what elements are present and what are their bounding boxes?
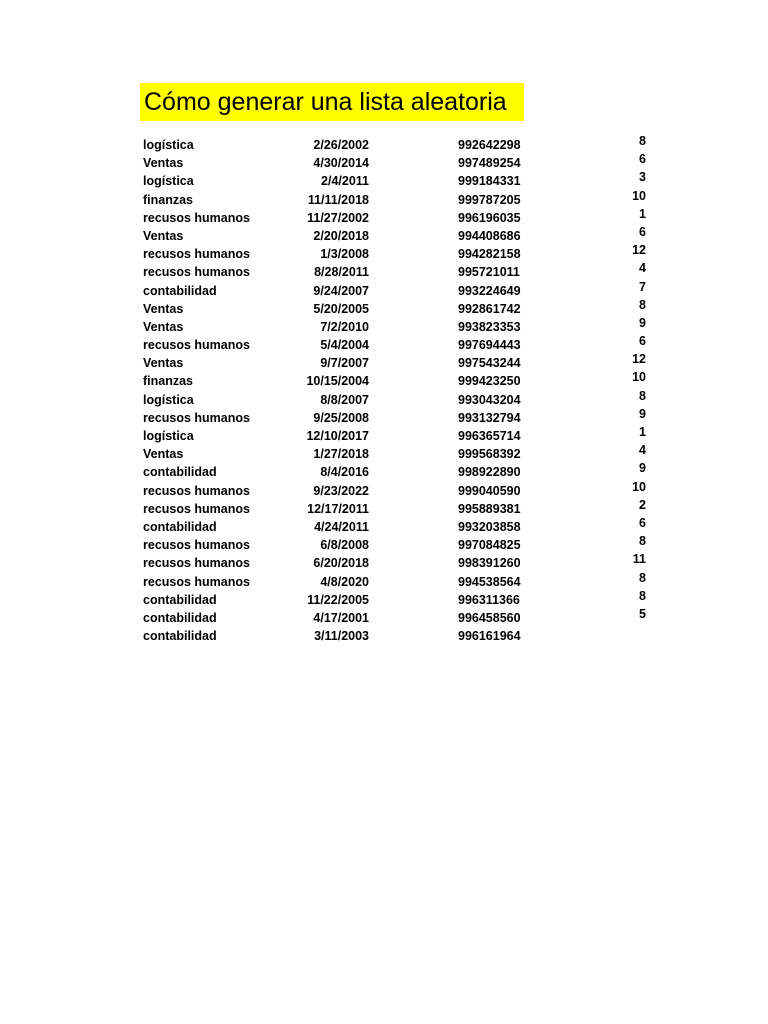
number-cell: 10	[632, 370, 646, 385]
table-row	[0, 279, 768, 300]
number-cell: 9	[639, 315, 646, 330]
phone-cell: 999787205	[458, 192, 521, 207]
phone-cell: 995889381	[458, 501, 521, 516]
department-cell: contabilidad	[143, 465, 217, 480]
date-cell: 1/3/2008	[320, 247, 369, 262]
phone-cell: 993224649	[458, 283, 521, 298]
phone-cell: 999568392	[458, 447, 521, 462]
department-cell: recusos humanos	[143, 247, 250, 262]
number-cell: 8	[639, 297, 646, 312]
date-cell: 4/8/2020	[320, 574, 369, 589]
number-cell: 8	[639, 134, 646, 148]
phone-cell: 996311366	[458, 592, 520, 607]
table-row	[0, 206, 768, 227]
number-cell: 10	[632, 479, 646, 494]
department-cell: finanzas	[143, 192, 194, 207]
number-cell: 6	[639, 224, 646, 239]
table-row	[0, 406, 768, 427]
number-cell: 10	[632, 188, 646, 203]
number-cell: 8	[639, 534, 646, 549]
department-cell: recusos humanos	[143, 410, 250, 425]
table-row	[0, 445, 768, 463]
department-cell: logística	[143, 138, 194, 152]
phone-cell: 993823353	[458, 319, 521, 334]
department-cell: recusos humanos	[143, 483, 250, 498]
phone-cell: 999423250	[458, 374, 521, 389]
table-row	[0, 388, 768, 409]
department-cell: recusos humanos	[143, 574, 250, 589]
phone-cell: 998922890	[458, 465, 521, 480]
department-cell: recusos humanos	[143, 210, 250, 225]
number-cell: 1	[639, 425, 646, 439]
number-cell: 8	[639, 570, 646, 585]
department-cell: contabilidad	[143, 519, 217, 534]
number-cell: 6	[639, 152, 646, 167]
number-cell: 6	[639, 515, 646, 530]
date-cell: 3/11/2003	[314, 629, 369, 644]
phone-cell: 999040590	[458, 483, 521, 498]
phone-cell: 999184331	[458, 174, 521, 189]
department-cell: contabilidad	[143, 610, 217, 625]
table-row	[0, 224, 768, 245]
department-cell: contabilidad	[143, 283, 217, 298]
department-cell: logística	[143, 429, 194, 443]
date-cell: 11/22/2005	[307, 592, 369, 607]
department-cell: contabilidad	[143, 592, 217, 607]
date-cell: 9/24/2007	[313, 283, 369, 298]
number-cell: 4	[639, 443, 646, 458]
date-cell: 2/26/2002	[313, 138, 369, 152]
number-cell: 9	[639, 461, 646, 476]
department-cell: recusos humanos	[143, 501, 250, 516]
table-row	[0, 172, 768, 190]
number-cell: 5	[639, 606, 646, 621]
date-cell: 8/28/2011	[314, 265, 369, 280]
number-cell: 7	[639, 279, 646, 294]
table-row	[0, 188, 768, 209]
number-cell: 8	[639, 588, 646, 603]
department-cell: recusos humanos	[143, 538, 250, 553]
table-row	[0, 297, 768, 318]
date-cell: 4/24/2011	[314, 519, 369, 534]
date-cell: 11/11/2018	[307, 192, 369, 207]
number-cell: 9	[639, 406, 646, 421]
title-highlight	[140, 83, 524, 121]
number-cell: 12	[632, 243, 646, 258]
page-title: Cómo generar una lista aleatoria	[144, 87, 507, 116]
number-cell: 2	[639, 497, 646, 512]
table-row	[0, 606, 768, 627]
table-row	[0, 479, 768, 500]
date-cell: 9/25/2008	[313, 410, 369, 425]
table-row	[0, 570, 768, 591]
table-row	[0, 497, 768, 518]
data-table	[0, 136, 768, 645]
number-cell: 6	[639, 334, 646, 349]
date-cell: 9/7/2007	[320, 356, 369, 371]
date-cell: 4/17/2001	[313, 610, 369, 625]
date-cell: 7/2/2010	[320, 319, 369, 334]
department-cell: Ventas	[143, 319, 184, 334]
department-cell: Ventas	[143, 156, 184, 171]
department-cell: contabilidad	[143, 629, 217, 644]
department-cell: Ventas	[143, 356, 184, 371]
table-row	[0, 554, 768, 572]
phone-cell: 997489254	[458, 156, 521, 171]
phone-cell: 998391260	[458, 556, 521, 571]
phone-cell: 994408686	[458, 228, 521, 243]
phone-cell: 996365714	[458, 429, 521, 443]
number-cell: 1	[639, 206, 646, 221]
table-row	[0, 588, 768, 609]
date-cell: 8/8/2007	[320, 392, 369, 407]
department-cell: finanzas	[143, 374, 194, 389]
table-row	[0, 536, 768, 554]
date-cell: 2/4/2011	[321, 174, 369, 189]
department-cell: logística	[143, 392, 194, 407]
table-row	[0, 136, 768, 154]
phone-cell: 996196035	[458, 210, 521, 225]
table-row	[0, 627, 768, 645]
table-row	[0, 245, 768, 263]
table-row	[0, 515, 768, 536]
phone-cell: 993043204	[458, 392, 521, 407]
table-row	[0, 263, 768, 281]
phone-cell: 994538564	[458, 574, 521, 589]
date-cell: 6/20/2018	[313, 556, 369, 571]
table-row	[0, 336, 768, 354]
phone-cell: 992861742	[458, 301, 521, 316]
department-cell: Ventas	[143, 228, 184, 243]
date-cell: 9/23/2022	[313, 483, 369, 498]
table-row	[0, 315, 768, 336]
number-cell: 8	[639, 388, 646, 403]
table-row	[0, 427, 768, 445]
date-cell: 4/30/2014	[313, 156, 369, 171]
phone-cell: 995721011	[458, 265, 520, 280]
phone-cell: 996458560	[458, 610, 521, 625]
department-cell: Ventas	[143, 447, 184, 462]
date-cell: 8/4/2016	[320, 465, 369, 480]
phone-cell: 997543244	[458, 356, 521, 371]
phone-cell: 993203858	[458, 519, 521, 534]
date-cell: 12/17/2011	[307, 501, 369, 516]
date-cell: 5/4/2004	[320, 338, 369, 353]
date-cell: 12/10/2017	[306, 429, 369, 443]
number-cell: 11	[632, 552, 646, 567]
number-cell: 3	[639, 170, 646, 185]
date-cell: 11/27/2002	[307, 210, 369, 225]
phone-cell: 996161964	[458, 629, 521, 644]
date-cell: 10/15/2004	[306, 374, 369, 389]
table-row	[0, 463, 768, 481]
phone-cell: 997084825	[458, 538, 521, 553]
phone-cell: 997694443	[458, 338, 521, 353]
number-cell: 12	[632, 352, 646, 367]
table-row	[0, 372, 768, 390]
table-row	[0, 154, 768, 172]
date-cell: 1/27/2018	[313, 447, 369, 462]
department-cell: logística	[143, 174, 194, 189]
department-cell: recusos humanos	[143, 338, 250, 353]
department-cell: Ventas	[143, 301, 184, 316]
department-cell: recusos humanos	[143, 556, 250, 571]
number-cell: 4	[639, 261, 646, 276]
date-cell: 5/20/2005	[313, 301, 369, 316]
date-cell: 6/8/2008	[320, 538, 369, 553]
table-row	[0, 354, 768, 372]
phone-cell: 993132794	[458, 410, 521, 425]
department-cell: recusos humanos	[143, 265, 250, 280]
phone-cell: 994282158	[458, 247, 521, 262]
date-cell: 2/20/2018	[313, 228, 369, 243]
phone-cell: 992642298	[458, 138, 521, 152]
